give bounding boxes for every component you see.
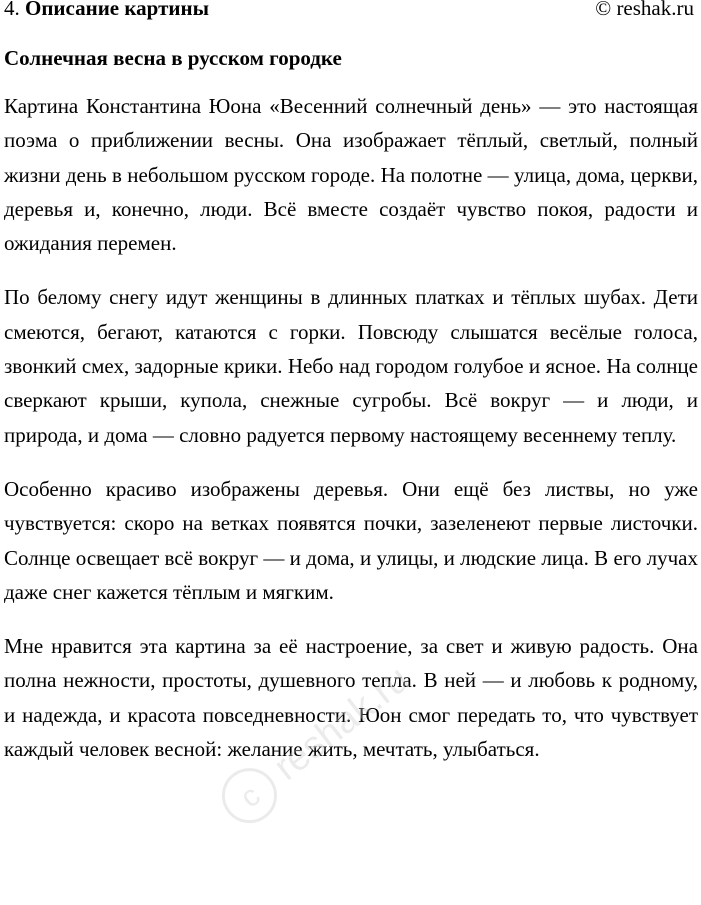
copyright-notice: © reshak.ru	[595, 0, 694, 20]
essay-paragraph-3: Особенно красиво изображены деревья. Они ещё без листвы, но уже чувствуется: скоро на ветках появятся почки, зазеленеют первые листочки. Солнце освещает всё вокруг — и дома, и улицы, и людские лица. В его лучах даже снег кажется тёплым и мягким.	[4, 476, 698, 604]
essay-paragraph-4: Мне нравится эта картина за её настроение, за свет и живую радость. Она полна нежности, простоты, душевного тепла. В ней — и любовь к родному, и надежда, и красота повседневности. Юон смог передать то, что чувствует каждый человек весной: желание жить, мечтать, улыбаться.	[4, 634, 698, 762]
page-header	[4, 0, 698, 24]
section-number: 4.	[4, 0, 20, 20]
watermark-c-mark: c	[234, 779, 267, 815]
essay-title: Солнечная весна в русском городке	[4, 46, 342, 70]
essay-paragraph-2: По белому снегу идут женщины в длинных платках и тёплых шубах. Дети смеются, бегают, катаются с горки. Повсюду слышатся весёлые голоса, звонкий смех, задорные крики. Небо над городом голубое и ясное. На солнце сверкают крыши, купола, снежные сугробы. Всё вокруг — и люди, и природа, и дома — словно радуется первому настоящему весеннему теплу.	[4, 285, 698, 447]
section-title: Описание картины	[25, 0, 209, 20]
watermark-circle	[213, 759, 286, 832]
essay-paragraph-1: Картина Константина Юона «Весенний солнечный день» — это настоящая поэма о приближении весны. Она изображает тёплый, светлый, полный жизни день в небольшом русском городе. На полотне — улица, дома, церкви, деревья и, конечно, люди. Всё вместе создаёт чувство покоя, радости и ожидания перемен.	[4, 94, 698, 256]
section-heading	[4, 0, 209, 19]
watermark-text: reshak.ru	[266, 658, 418, 789]
